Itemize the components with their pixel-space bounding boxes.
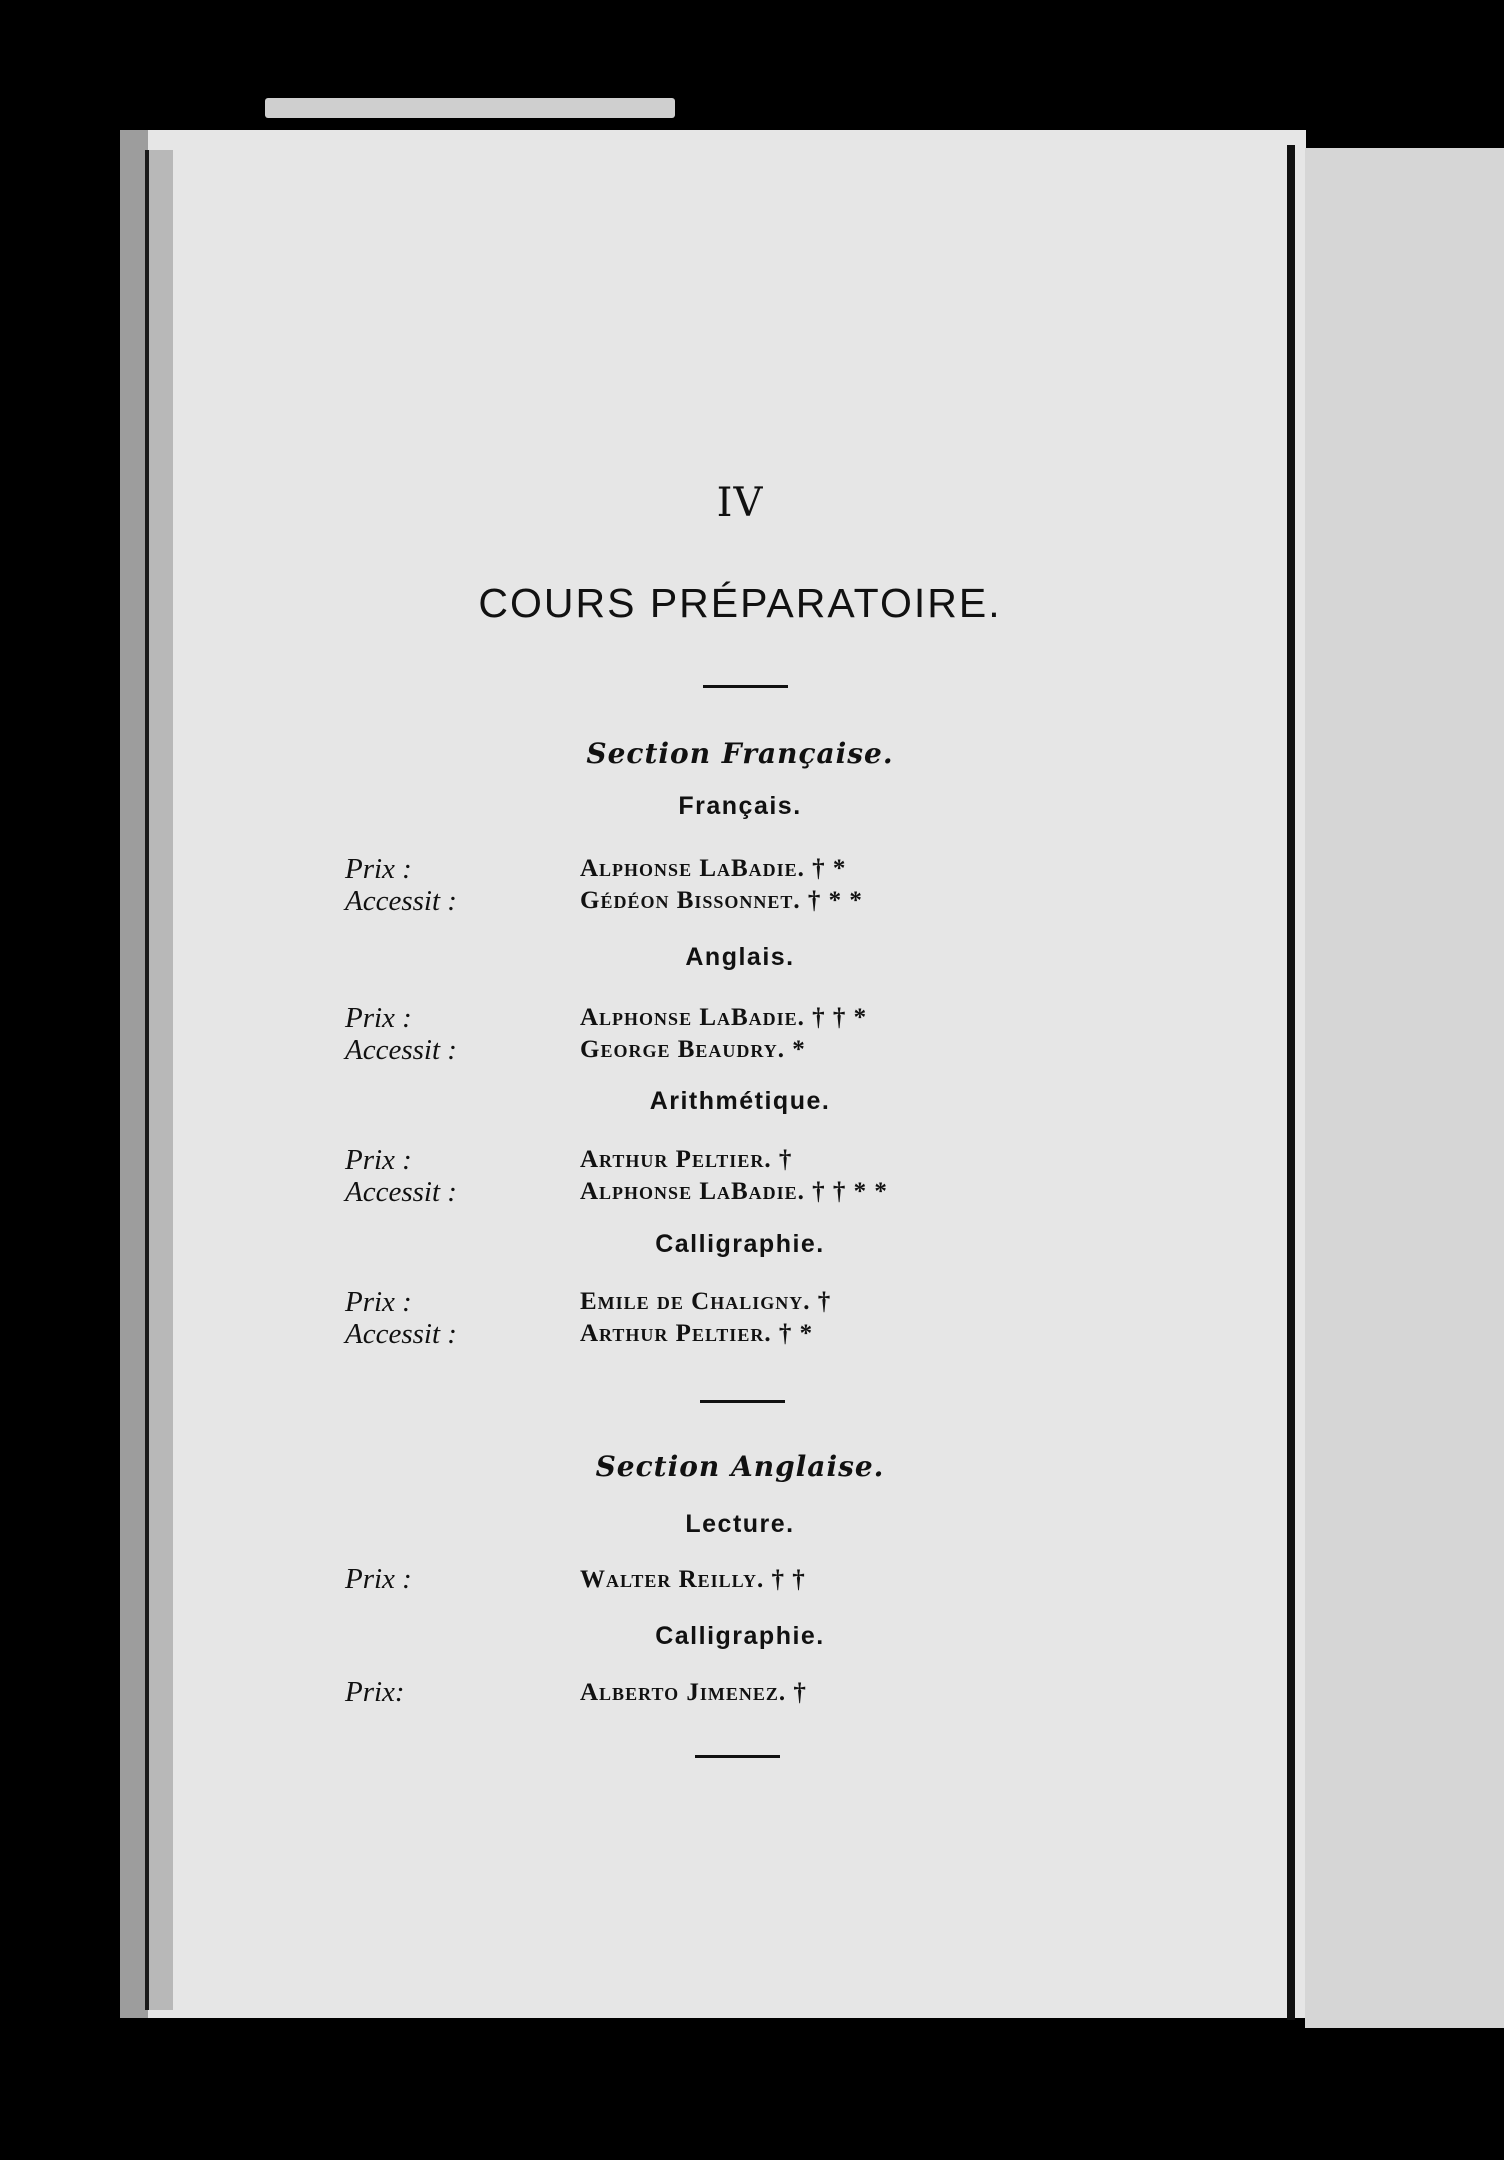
subject-heading: Lecture.: [685, 1510, 795, 1538]
subject-heading: Calligraphie.: [655, 1622, 825, 1650]
award-label: Accessit :: [345, 885, 457, 917]
page-content: [170, 150, 1280, 2010]
recipient-name: Walter Reilly. † †: [580, 1566, 806, 1593]
recipient-name: Alphonse LaBadie. † *: [580, 855, 847, 882]
award-label: Accessit :: [345, 1318, 457, 1350]
chapter-number: IV: [716, 480, 764, 526]
right-page: [1305, 148, 1504, 2028]
recipient-name: Emile de Chaligny. †: [580, 1288, 832, 1315]
award-label: Prix :: [345, 1144, 412, 1176]
award-label: Prix :: [345, 1563, 412, 1595]
subject-heading: Arithmétique.: [649, 1087, 831, 1115]
torn-paper-strip: [265, 98, 675, 118]
recipient-name: Arthur Peltier. † *: [580, 1320, 814, 1347]
award-label: Prix :: [345, 853, 412, 885]
page-title: COURS PRÉPARATOIRE.: [478, 580, 1002, 626]
section-heading: Section Française.: [586, 737, 894, 770]
page-edge: [145, 150, 173, 2010]
recipient-name: Gédéon Bissonnet. † * *: [580, 887, 863, 914]
recipient-name: Alphonse LaBadie. † † * *: [580, 1178, 888, 1205]
recipient-name: Alphonse LaBadie. † † *: [580, 1004, 868, 1031]
divider-rule: [695, 1755, 780, 1758]
subject-heading: Anglais.: [685, 943, 795, 971]
award-label: Prix:: [345, 1676, 405, 1708]
section-heading: Section Anglaise.: [595, 1450, 885, 1483]
recipient-name: Alberto Jimenez. †: [580, 1679, 807, 1706]
award-label: Prix :: [345, 1286, 412, 1318]
subject-heading: Calligraphie.: [655, 1230, 825, 1258]
divider-rule: [703, 685, 788, 688]
subject-heading: Français.: [678, 792, 802, 820]
award-label: Accessit :: [345, 1034, 457, 1066]
book-binding: [1287, 145, 1295, 2020]
divider-rule: [700, 1400, 785, 1403]
recipient-name: George Beaudry. *: [580, 1036, 806, 1063]
award-label: Accessit :: [345, 1176, 457, 1208]
recipient-name: Arthur Peltier. †: [580, 1146, 793, 1173]
award-label: Prix :: [345, 1002, 412, 1034]
